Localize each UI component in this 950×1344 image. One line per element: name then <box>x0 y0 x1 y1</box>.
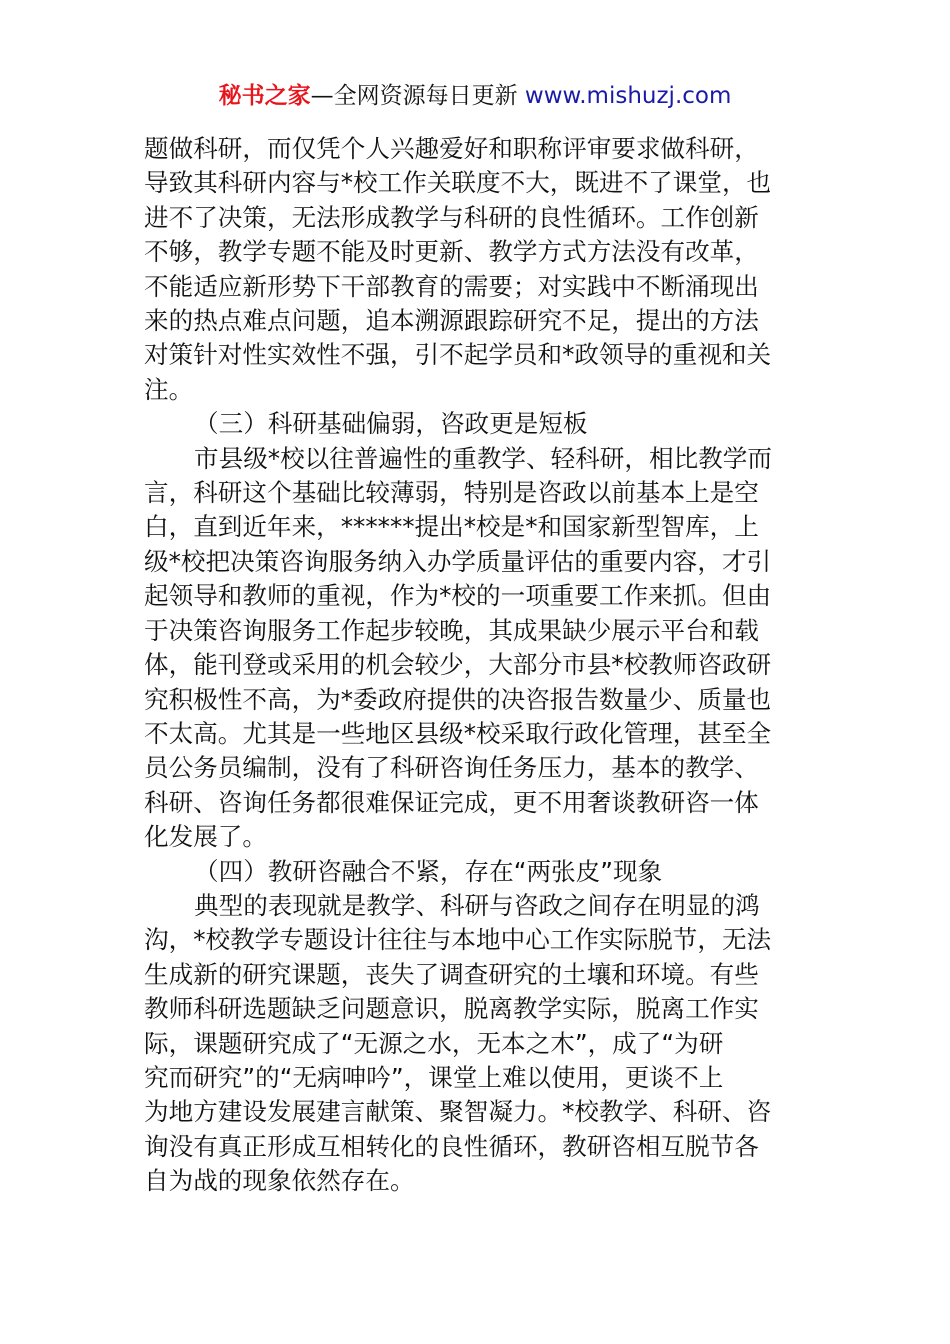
paragraph-section-3 <box>144 442 804 855</box>
text-line: 教师科研选题缺乏问题意识，脱离教学实际，脱离工作实 <box>144 994 759 1024</box>
text-line: 科研、咨询任务都很难保证完成，更不用奢谈教研咨一体 <box>144 787 759 817</box>
header-url-link[interactable]: www.mishuzj.com <box>524 83 732 109</box>
text-line: 进不了决策，无法形成教学与科研的良性循环。工作创新 <box>144 202 759 232</box>
text-line: 不够，教学专题不能及时更新、教学方式方法没有改革， <box>144 237 759 267</box>
brand-name: 秘书之家 <box>218 83 311 109</box>
section-heading-4: （四）教研咨融合不紧，存在“两张皮”现象 <box>194 856 663 886</box>
text-line: 究积极性不高，为*委政府提供的决咨报告数量少、质量也 <box>144 684 772 714</box>
text-line: 市县级*校以往普遍性的重教学、轻科研，相比教学而 <box>194 443 772 473</box>
text-line: 体，能刊登或采用的机会较少，大部分市县*校教师咨政研 <box>144 650 772 680</box>
text-line: 言，科研这个基础比较薄弱，特别是咨政以前基本上是空 <box>144 478 759 508</box>
text-line: 究而研究”的“无病呻吟”，课堂上难以使用，更谈不上 <box>144 1062 724 1092</box>
text-line: 白，直到近年来，******提出*校是*和国家新型智库，上 <box>144 512 759 542</box>
text-line: 化发展了。 <box>144 822 267 852</box>
text-line: 注。 <box>144 374 194 404</box>
header-tagline: 全网资源每日更新 <box>333 83 525 109</box>
text-line: 生成新的研究课题，丧失了调查研究的土壤和环境。有些 <box>144 959 759 989</box>
text-line: 沟，*校教学专题设计往往与本地中心工作实际脱节，无法 <box>144 925 772 955</box>
text-line: 级*校把决策咨询服务纳入办学质量评估的重要内容，才引 <box>144 546 772 576</box>
text-line: 员公务员编制，没有了科研咨询任务压力，基本的教学、 <box>144 753 759 783</box>
text-line: 为地方建设发展建言献策、聚智凝力。*校教学、科研、咨 <box>144 1097 772 1127</box>
text-line: 不太高。尤其是一些地区县级*校采取行政化管理，甚至全 <box>144 718 772 748</box>
document-body <box>144 132 804 1199</box>
site-header <box>0 78 950 114</box>
text-line: 不能适应新形势下干部教育的需要；对实践中不断涌现出 <box>144 271 759 301</box>
text-line: 自为战的现象依然存在。 <box>144 1166 415 1196</box>
paragraph-section-4 <box>144 889 804 1199</box>
text-line: 典型的表现就是教学、科研与咨政之间存在明显的鸿 <box>194 890 760 920</box>
text-line: 际，课题研究成了“无源之水，无本之木”，成了“为研 <box>144 1028 724 1058</box>
text-line: 起领导和教师的重视，作为*校的一项重要工作来抓。但由 <box>144 581 772 611</box>
text-line: 来的热点难点问题，追本溯源跟踪研究不足，提出的方法 <box>144 306 759 336</box>
text-line: 询没有真正形成互相转化的良性循环，教研咨相互脱节各 <box>144 1131 759 1161</box>
text-line: 导致其科研内容与*校工作关联度不大，既进不了课堂，也 <box>144 168 772 198</box>
paragraph-continued <box>144 132 804 407</box>
text-line: 题做科研，而仅凭个人兴趣爱好和职称评审要求做科研， <box>144 134 759 163</box>
text-line: 对策针对性实效性不强，引不起学员和*政领导的重视和关 <box>144 340 772 370</box>
section-heading-3: （三）科研基础偏弱，咨政更是短板 <box>194 409 588 439</box>
header-dash: — <box>310 83 334 109</box>
text-line: 于决策咨询服务工作起步较晚，其成果缺少展示平台和载 <box>144 615 759 645</box>
